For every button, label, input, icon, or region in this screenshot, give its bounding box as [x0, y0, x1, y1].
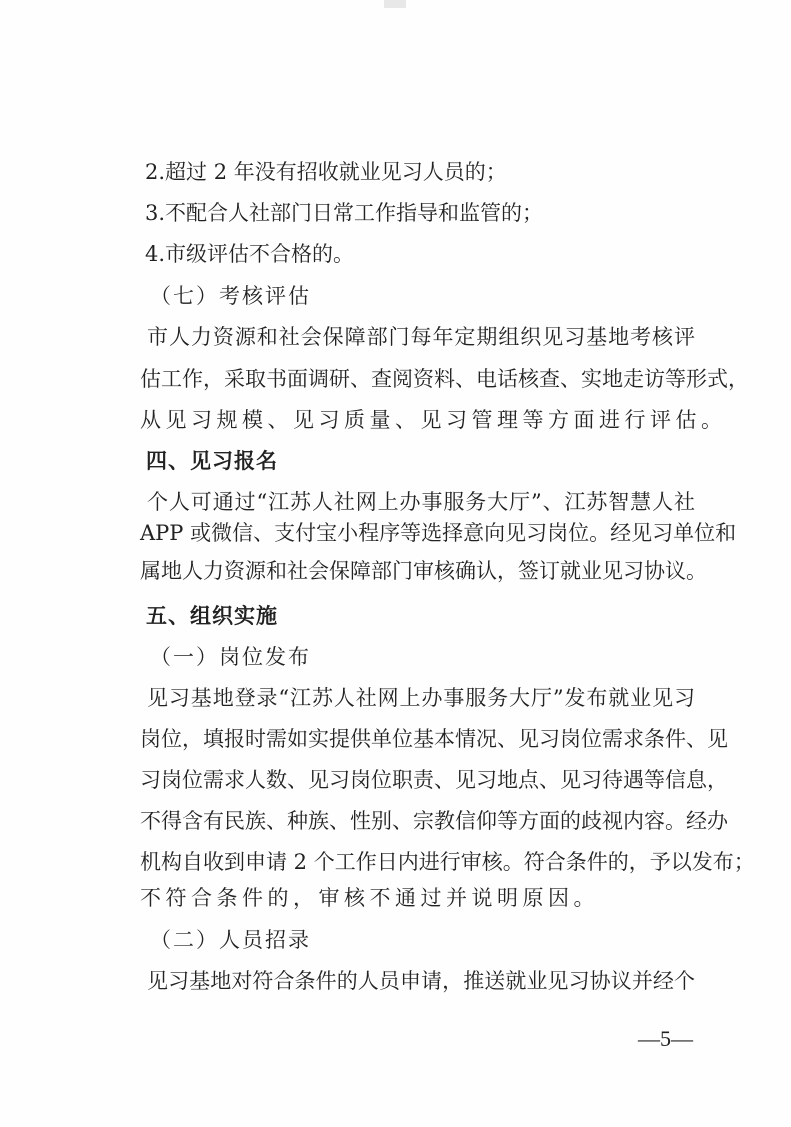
- subheading-recruitment: （二）人员招录: [150, 928, 311, 952]
- page-number: —5—: [638, 1026, 693, 1051]
- paragraph-line: 机构自收到申请 2 个工作日内进行审核。符合条件的，予以发布；: [140, 850, 755, 874]
- paragraph-line: 市人力资源和社会保障部门每年定期组织见习基地考核评: [147, 325, 695, 349]
- paragraph-line: 见习基地登录“江苏人社网上办事服务大厅”发布就业见习: [147, 686, 695, 710]
- paragraph-line: 不得含有民族、种族、性别、宗教信仰等方面的歧视内容。经办: [140, 809, 728, 833]
- subheading-assessment: （七）考核评估: [150, 284, 311, 308]
- paragraph-line: 习岗位需求人数、见习岗位职责、见习地点、见习待遇等信息，: [140, 768, 728, 792]
- paragraph-line: 不符合条件的，审核不通过并说明原因。: [140, 886, 599, 910]
- paragraph-line: 见习基地对符合条件的人员申请，推送就业见习协议并经个: [147, 969, 695, 993]
- paragraph-line: 岗位，填报时需如实提供单位基本情况、见习岗位需求条件、见: [140, 727, 728, 751]
- paragraph-line: 属地人力资源和社会保障部门审核确认，签订就业见习协议。: [140, 559, 707, 583]
- scan-mark: [384, 0, 406, 8]
- subheading-post-release: （一）岗位发布: [150, 645, 311, 669]
- section-heading-implementation: 五、组织实施: [146, 604, 278, 628]
- list-item-4: 4.市级评估不合格的。: [145, 242, 355, 266]
- paragraph-line: 个人可通过“江苏人社网上办事服务大厅”、江苏智慧人社: [147, 490, 695, 514]
- paragraph-line: APP 或微信、支付宝小程序等选择意向见习岗位。经见习单位和: [140, 521, 737, 545]
- paragraph-line: 估工作，采取书面调研、查阅资料、电话核查、实地走访等形式，: [140, 367, 749, 391]
- list-item-3: 3.不配合人社部门日常工作指导和监管的；: [145, 201, 544, 225]
- section-heading-registration: 四、见习报名: [146, 449, 278, 473]
- paragraph-line: 从见习规模、见习质量、见习管理等方面进行评估。: [140, 408, 727, 432]
- list-item-2: 2.超过 2 年没有招收就业见习人员的；: [145, 160, 507, 184]
